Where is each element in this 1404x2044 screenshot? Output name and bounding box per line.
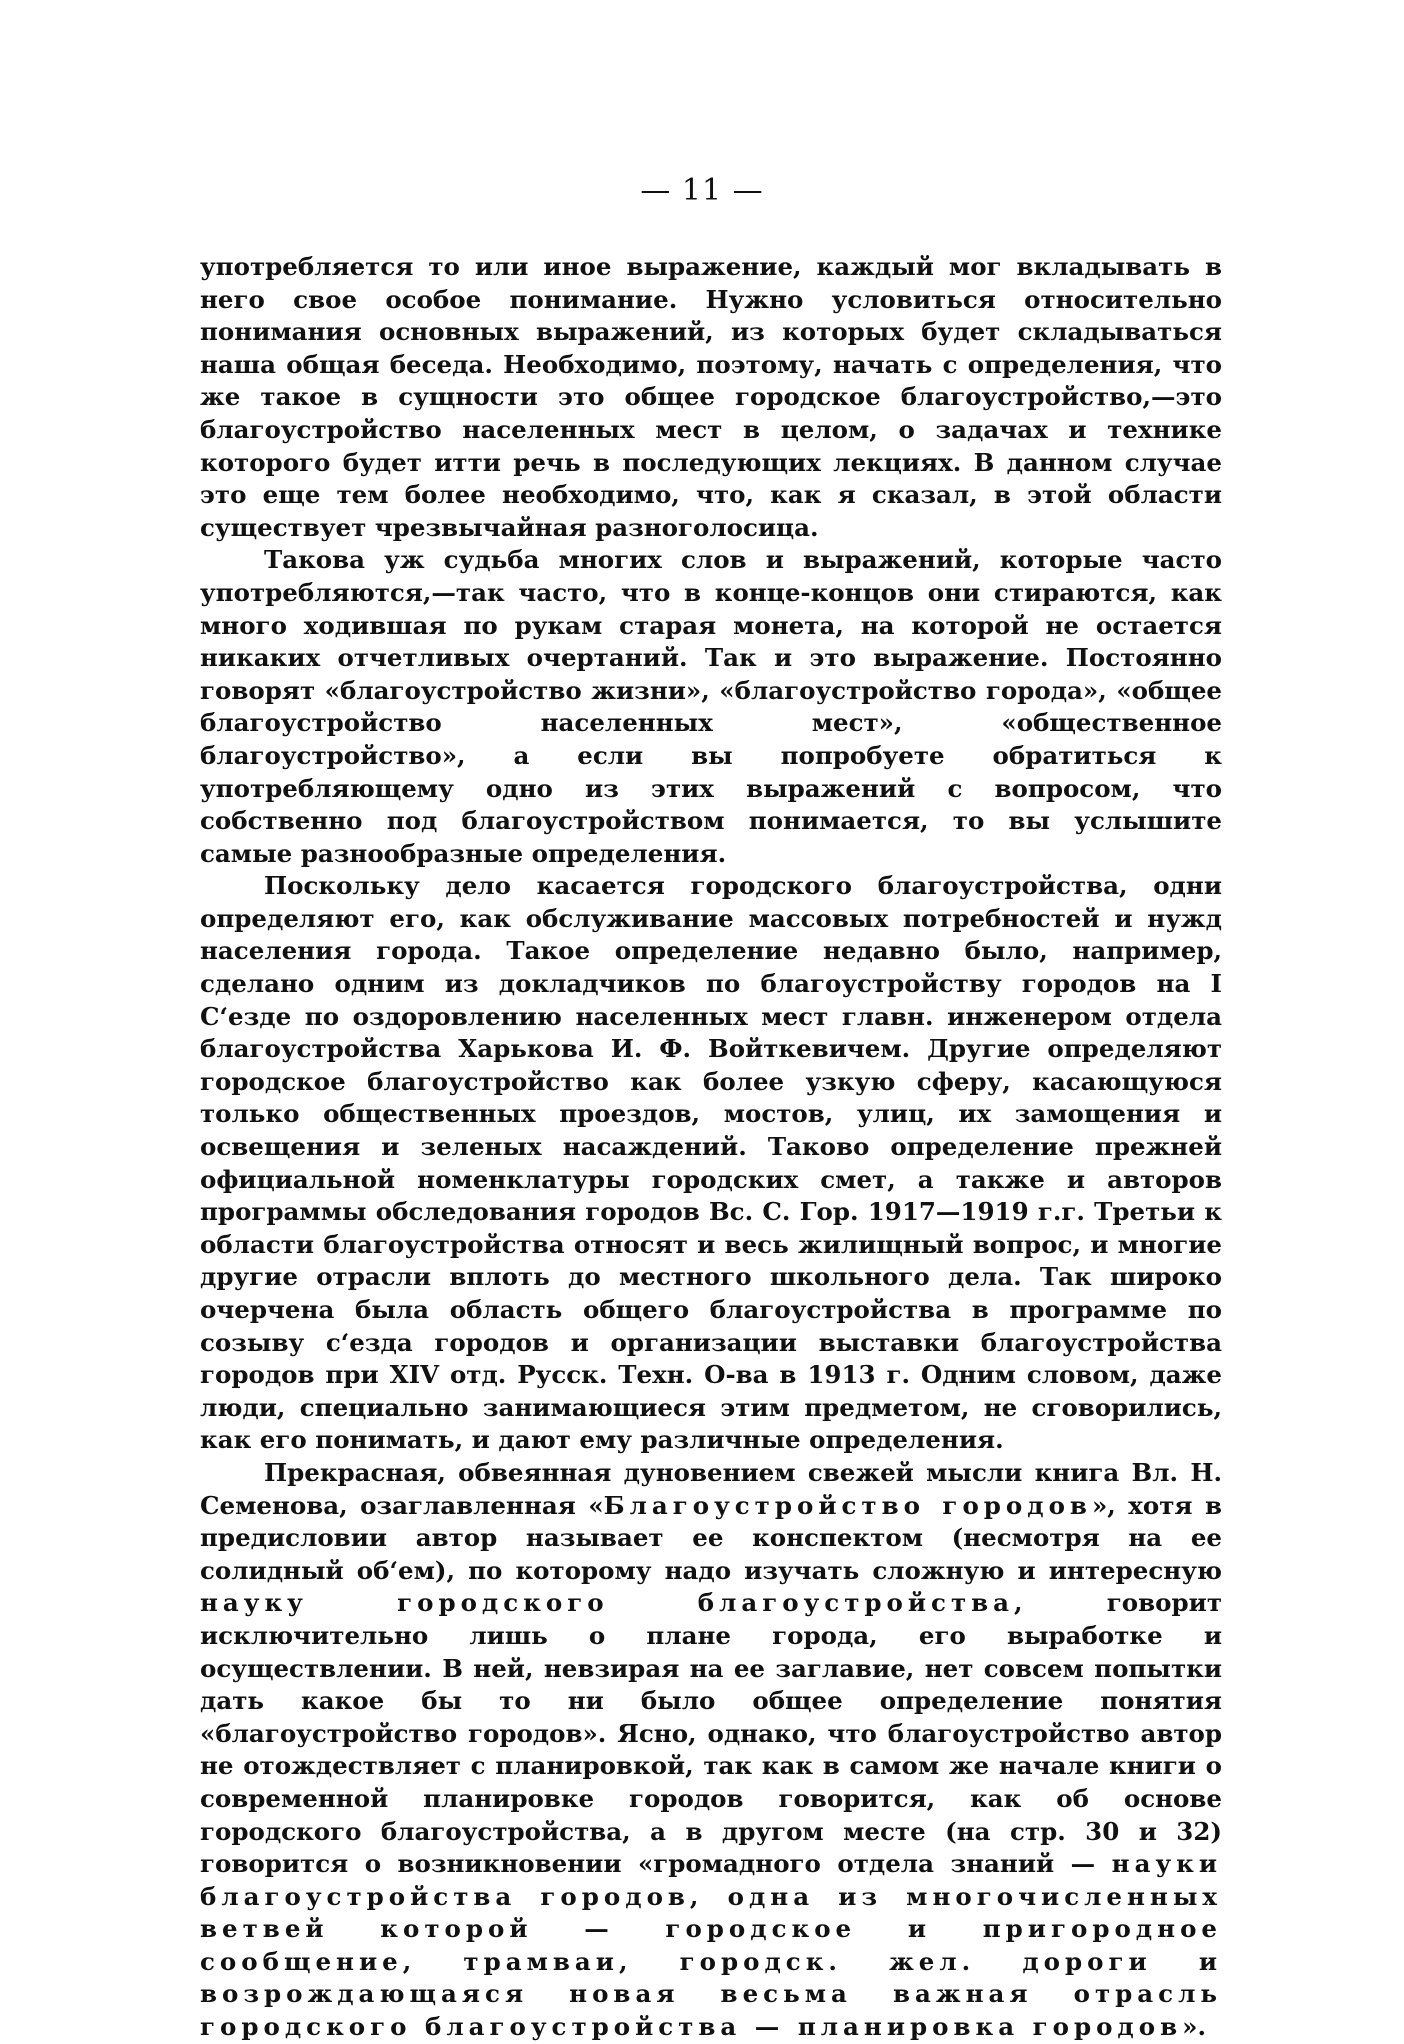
- paragraph-4-part2: », хотя в предисловии автор называет ее конспектом (несмотря на ее солидный об‘ем), по которому надо изучать сложную и интересную: [200, 1490, 1222, 1585]
- paragraph-1: употребляется то или иное выражение, каждый мог вкладывать в него свое особое понимание. Нужно условиться относительно понимания основных выражений, из которых будет складываться наша общая беседа. Необходимо, поэтому, начать с определения, что же такое в сущности это общее городское благоустройство,—это благоустройство населенных мест в целом, о задачах и технике которого будет итти речь в последующих лекциях. В данном случае это еще тем более необходимо, что, как я сказал, в этой области существует чрезвычайная разноголосица.: [200, 252, 1222, 542]
- spaced-quote: науки благоустройства городов, одна из многочисленных ветвей которой — городское и пригородное сообщение, трамваи, городск. жел. дороги и возрождающаяся новая весьма важная отрасль городского благоустройства — планировка городов: [200, 1849, 1222, 2042]
- paragraph-3: Поскольку дело касается городского благоустройства, одни определяют его, как обслуживание массовых потребностей и нужд населения города. Такое определение недавно было, например, сделано одним из докладчиков по благоустройству городов на I С‘езде по оздоровлению населенных мест главн. инженером отдела благоустройства Харькова И. Ф. Войткевичем. Другие определяют городское благоустройство как более узкую сферу, касающуюся только общественных проездов, мостов, улиц, их замощения и освещения и зеленых насаждений. Таково определение прежней официальной номенклатуры городских смет, а также и авторов программы обследования городов Вс. С. Гор. 1917—1919 г.г. Третьи к области благоустройства относят и весь жилищный вопрос, и многие другие отрасли вплоть до местного школьного дела. Так широко очерчена была область общего благоустройства в программе по созыву с‘езда городов и организации выставки благоустройства городов при XIV отд. Русск. Техн. О-ва в 1913 г. Одним словом, даже люди, специально занимающиеся этим предметом, не сговорились, как его понимать, и дают ему различные определения.: [200, 871, 1222, 1455]
- spaced-phrase: науку городского благоустройства: [200, 1588, 1015, 1618]
- body-text: [200, 251, 1222, 2044]
- page-number: — 11 —: [640, 173, 764, 208]
- paragraph-2: Такова уж судьба многих слов и выражений, которые часто употребляются,—так часто, что в конце-концов они стираются, как много ходившая по рукам старая монета, на которой не остается никаких отчетливых очертаний. Так и это выражение. Постоянно говорят «благоустройство жизни», «благоустройство города», «общее благоустройство населенных мест», «общественное благоустройство», а если вы попробуете обратиться к употребляющему одно из этих выражений с вопросом, что собственно под благоустройством понимается, то вы услышите самые разнообразные определения.: [200, 545, 1222, 868]
- paragraph-4-part4: ».: [1182, 2012, 1206, 2042]
- paragraph-4-part1: Прекрасная, обвеянная дуновением свежей мысли книга Вл. Н. Семенова, озаглавленная «: [200, 1457, 1222, 1520]
- book-title: Благоустройство городов: [603, 1490, 1092, 1520]
- paragraph-4: [200, 1457, 1222, 2044]
- paragraph-4-part3: , говорит исключительно лишь о плане города, его выработке и осуществлении. В ней, невзирая на ее заглавие, нет совсем попытки дать какое бы то ни было общее определение понятия «благоустройство городов». Ясно, однако, что благоустройство автор не отождествляет с планировкой, так как в самом же начале книги о современной планировке городов говорится, как об основе городского благоустройства, а в другом месте (на стр. 30 и 32) говорится о возникновении «громадного отдела знаний —: [200, 1588, 1222, 1879]
